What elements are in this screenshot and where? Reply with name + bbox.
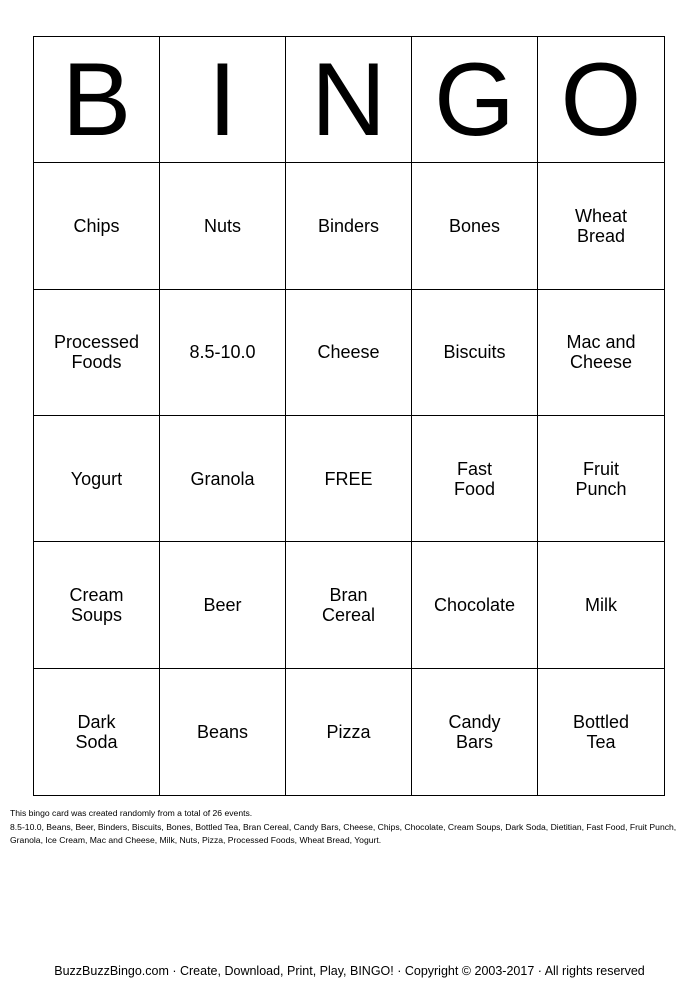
bingo-cell: 8.5-10.0 — [160, 290, 286, 416]
bingo-cell: Bottled Tea — [572, 711, 630, 752]
page-footer: BuzzBuzzBingo.com · Create, Download, Print, Play, BINGO! · Copyright © 2003-2017 · All rights reserved — [54, 964, 645, 978]
header-letter-g: G — [412, 37, 538, 163]
bingo-cell: Bran Cereal — [286, 542, 412, 668]
bingo-cell: Granola — [160, 416, 286, 542]
bingo-cell: Nuts — [160, 163, 286, 289]
bingo-cell: Biscuits — [412, 290, 538, 416]
bingo-cell: Cream Soups — [34, 542, 160, 668]
bingo-cell: Processed Foods — [34, 290, 160, 416]
bingo-card — [33, 36, 665, 796]
footnote-events-list: 8.5-10.0, Beans, Beer, Binders, Biscuits, Bones, Bottled Tea, Bran Cereal, Candy Bars, Cheese, Chips, Chocolate, Cream Soups, Dark Soda, Dietitian, Fast Food, Fruit Punch, Granola, Ice Cream, Mac and Cheese, Milk, Nuts, Pizza, Processed Foods, Wheat Bread, Yogurt. — [10, 821, 677, 845]
bingo-cell: Wheat Bread — [538, 163, 664, 289]
bingo-cell: Mac and Cheese — [538, 290, 664, 416]
bingo-cell: Fruit Punch — [538, 416, 664, 542]
card-footnote — [10, 807, 690, 848]
header-letter-n: N — [286, 37, 412, 163]
bingo-cell: Beans — [160, 669, 286, 795]
bingo-cell: Yogurt — [34, 416, 160, 542]
footnote-summary: This bingo card was created randomly from a total of 26 events. — [10, 808, 253, 818]
header-letter-b: B — [34, 37, 160, 163]
bingo-cell: Cheese — [286, 290, 412, 416]
bingo-cell: Bones — [412, 163, 538, 289]
bingo-cell: Chocolate — [412, 542, 538, 668]
bingo-cell: Candy Bars — [412, 669, 538, 795]
bingo-cell: Dark Soda — [34, 669, 160, 795]
header-letter-i: I — [160, 37, 286, 163]
header-letter-o: O — [538, 37, 664, 163]
bingo-cell: Beer — [160, 542, 286, 668]
free-space-cell: FREE — [286, 416, 412, 542]
bingo-cell: Pizza — [286, 669, 412, 795]
bingo-cell: Fast Food — [412, 416, 538, 542]
bingo-cell: Chips — [34, 163, 160, 289]
bingo-cell: Milk — [538, 542, 664, 668]
bingo-cell: Binders — [286, 163, 412, 289]
